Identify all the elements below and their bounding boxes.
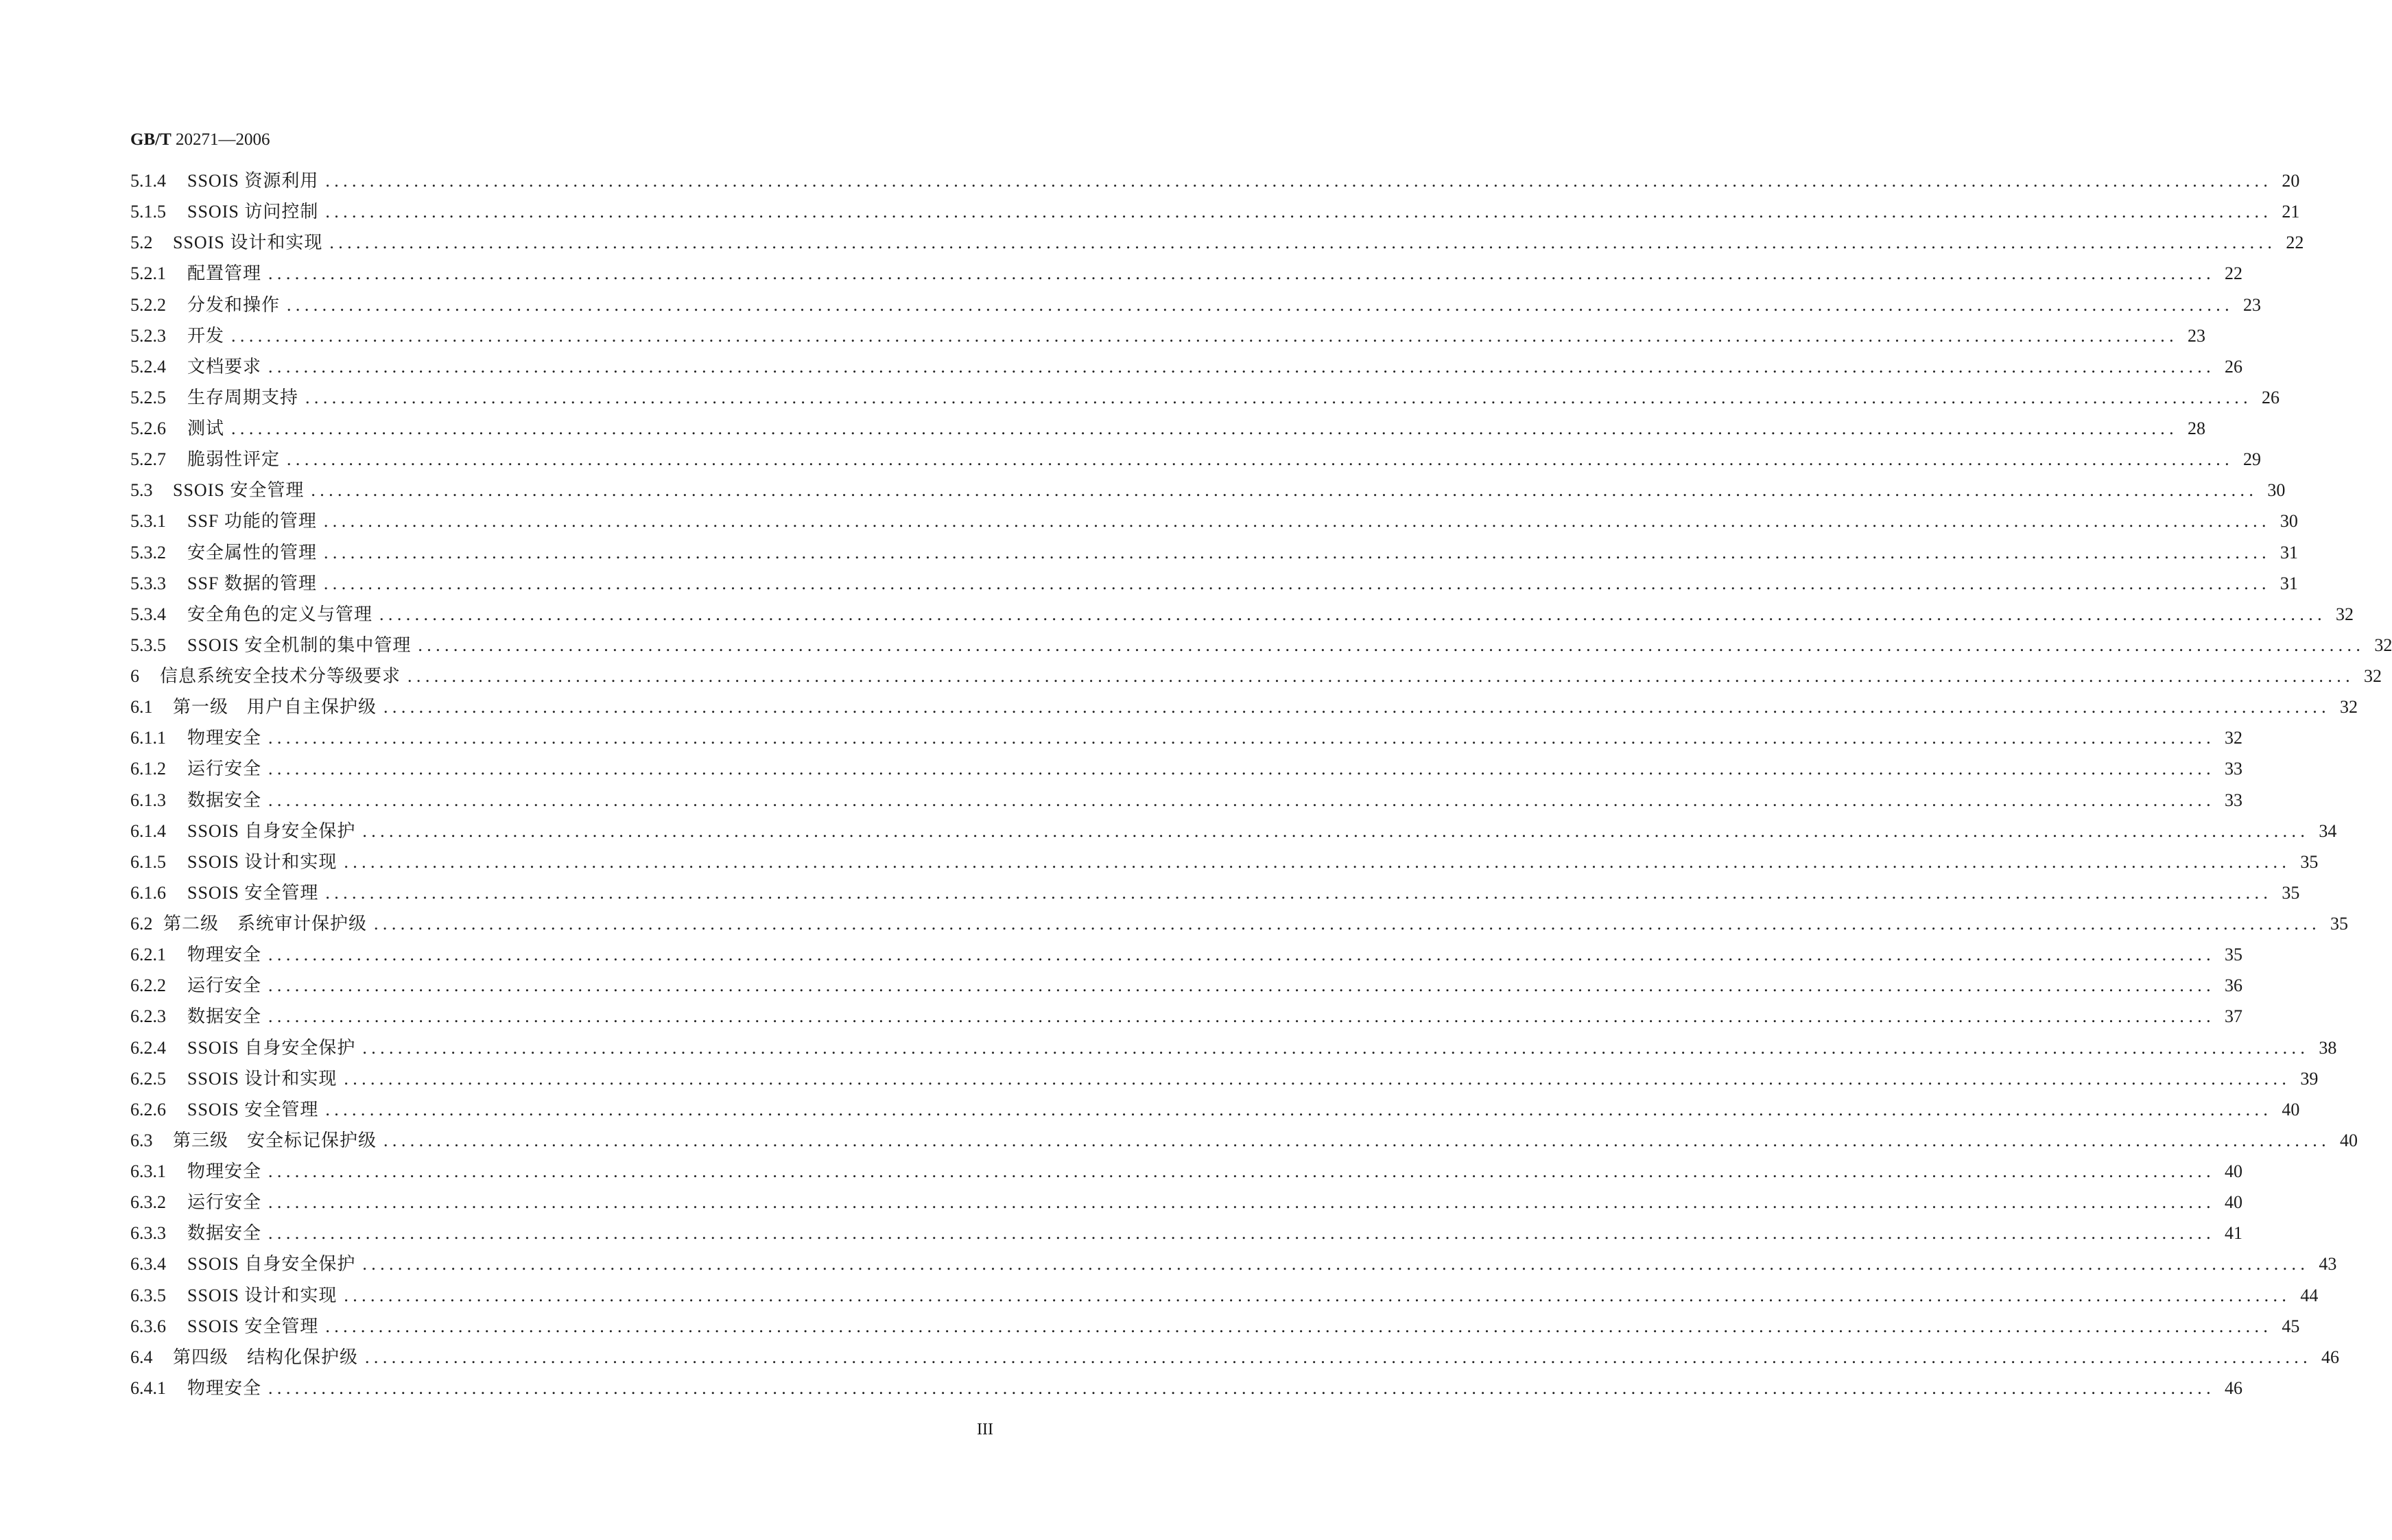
toc-dot-leader: ............................................................................................................................................................................................................................ <box>268 759 2216 779</box>
toc-entry[interactable] <box>130 1095 2300 1126</box>
toc-entry-number: 5.3.3 <box>130 573 166 593</box>
toc-entry-title: 安全属性的管理 <box>187 542 318 562</box>
toc-entry-title: SSOIS 安全管理 <box>187 1099 319 1120</box>
toc-dot-leader: ............................................................................................................................................................................................................................ <box>383 697 2331 718</box>
toc-entry-page: 40 <box>2282 1099 2300 1120</box>
toc-entry-number: 5.3.5 <box>130 635 166 655</box>
toc-entry-page: 32 <box>2340 697 2358 718</box>
toc-entry-number: 6.4 <box>130 1347 153 1367</box>
toc-dot-leader: ............................................................................................................................................................................................................................ <box>268 945 2216 965</box>
toc-entry-title: SSOIS 安全管理 <box>187 882 319 903</box>
toc-dot-leader: ............................................................................................................................................................................................................................ <box>268 790 2216 810</box>
toc-entry-title: SSOIS 安全机制的集中管理 <box>187 635 412 655</box>
toc-entry-page: 30 <box>2267 480 2286 501</box>
toc-entry-number: 5.2.7 <box>130 449 166 470</box>
toc-entry-page: 44 <box>2300 1285 2319 1305</box>
toc-entry-number: 6.3.1 <box>130 1161 166 1181</box>
toc-entry-title: 配置管理 <box>187 263 262 284</box>
toc-dot-leader: ............................................................................................................................................................................................................................ <box>344 1068 2291 1089</box>
toc-entry-number: 6.3 <box>130 1130 153 1150</box>
toc-dot-leader: ............................................................................................................................................................................................................................ <box>311 480 2258 501</box>
toc-dot-leader: ............................................................................................................................................................................................................................ <box>231 418 2179 438</box>
toc-dot-leader: ............................................................................................................................................................................................................................ <box>379 604 2327 624</box>
toc-dot-leader: ............................................................................................................................................................................................................................ <box>325 202 2273 222</box>
toc-entry-page: 22 <box>2225 263 2243 284</box>
toc-entry-title: SSOIS 安全管理 <box>173 480 305 501</box>
toc-dot-leader: ............................................................................................................................................................................................................................ <box>268 1377 2216 1398</box>
toc-entry[interactable] <box>130 879 2300 910</box>
toc-entry-page: 22 <box>2286 233 2304 253</box>
toc-entry[interactable] <box>130 755 2243 785</box>
toc-entry[interactable] <box>130 1065 2319 1095</box>
toc-dot-leader: ............................................................................................................................................................................................................................ <box>383 1130 2331 1150</box>
toc-entry-page: 26 <box>2225 356 2243 377</box>
toc-dot-leader: ............................................................................................................................................................................................................................ <box>325 171 2273 191</box>
toc-dot-leader: ............................................................................................................................................................................................................................ <box>268 1223 2216 1244</box>
toc-entry-title: 物理安全 <box>187 1377 262 1398</box>
toc-entry-title: 第三级 安全标记保护级 <box>173 1130 377 1150</box>
toc-entry[interactable] <box>130 786 2243 817</box>
toc-dot-leader: ............................................................................................................................................................................................................................ <box>268 728 2216 748</box>
toc-entry-number: 6.2.3 <box>130 1006 166 1027</box>
toc-dot-leader: ............................................................................................................................................................................................................................ <box>305 387 2253 407</box>
toc-entry-number: 6.3.5 <box>130 1285 166 1305</box>
toc-entry-title: 运行安全 <box>187 975 262 996</box>
toc-entry[interactable] <box>130 353 2243 383</box>
toc-entry-page: 32 <box>2336 604 2354 624</box>
toc-dot-leader: ............................................................................................................................................................................................................................ <box>407 666 2355 686</box>
toc-entry-number: 6.1.3 <box>130 790 166 810</box>
toc-entry-page: 33 <box>2225 790 2243 810</box>
toc-entry-page: 31 <box>2279 573 2298 593</box>
toc-entry[interactable] <box>130 1034 2337 1065</box>
toc-dot-leader: ............................................................................................................................................................................................................................ <box>324 542 2271 562</box>
toc-entry-page: 35 <box>2330 914 2349 934</box>
toc-entry-number: 5.2.3 <box>130 325 166 346</box>
toc-entry-title: 分发和操作 <box>187 294 281 315</box>
toc-entry-number: 6.3.3 <box>130 1223 166 1244</box>
toc-entry-number: 5.2.5 <box>130 387 166 407</box>
toc-entry-page: 40 <box>2225 1161 2243 1181</box>
toc-entry-page: 35 <box>2300 851 2319 872</box>
toc-entry[interactable] <box>130 167 2300 198</box>
toc-entry-title: 安全角色的定义与管理 <box>187 604 373 624</box>
toc-entry-number: 5.2.4 <box>130 356 166 377</box>
toc-dot-leader: ............................................................................................................................................................................................................................ <box>362 820 2310 841</box>
toc-entry-number: 6.2.2 <box>130 975 166 996</box>
toc-entry[interactable] <box>130 507 2298 538</box>
toc-entry-number: 6.2 <box>130 914 153 934</box>
toc-entry[interactable] <box>130 414 2206 445</box>
toc-dot-leader: ............................................................................................................................................................................................................................ <box>268 356 2216 377</box>
toc-entry[interactable] <box>130 291 2262 322</box>
toc-entry-page: 46 <box>2321 1347 2340 1367</box>
toc-dot-leader: ............................................................................................................................................................................................................................ <box>362 1037 2310 1058</box>
toc-entry-title: SSOIS 资源利用 <box>187 171 319 191</box>
toc-dot-leader: ............................................................................................................................................................................................................................ <box>268 975 2216 996</box>
toc-entry-page: 45 <box>2282 1316 2300 1336</box>
toc-dot-leader: ............................................................................................................................................................................................................................ <box>323 573 2271 593</box>
toc-entry-title: 第四级 结构化保护级 <box>173 1347 359 1367</box>
toc-entry-page: 21 <box>2282 202 2300 222</box>
toc-entry[interactable] <box>130 848 2319 879</box>
toc-dot-leader: ............................................................................................................................................................................................................................ <box>268 1006 2216 1027</box>
toc-entry-title: 数据安全 <box>187 1006 262 1027</box>
toc-entry-number: 5.1.4 <box>130 171 166 191</box>
toc-entry-number: 6.1.2 <box>130 759 166 779</box>
toc-entry-page: 34 <box>2319 820 2337 841</box>
toc-dot-leader: ............................................................................................................................................................................................................................ <box>325 1099 2273 1120</box>
toc-entry-page: 33 <box>2225 759 2243 779</box>
toc-entry-number: 6.3.6 <box>130 1316 166 1336</box>
toc-dot-leader: ............................................................................................................................................................................................................................ <box>344 1285 2291 1305</box>
toc-entry-title: 运行安全 <box>187 759 262 779</box>
toc-entry-number: 6.3.2 <box>130 1192 166 1213</box>
toc-dot-leader: ............................................................................................................................................................................................................................ <box>374 914 2321 934</box>
toc-entry-number: 6.2.5 <box>130 1068 166 1089</box>
toc-entry-title: SSOIS 自身安全保护 <box>187 1254 356 1275</box>
toc-entry-number: 6.1.6 <box>130 882 166 903</box>
toc-entry[interactable] <box>130 971 2243 1002</box>
toc-entry[interactable] <box>130 228 2304 259</box>
toc-entry-page: 31 <box>2280 542 2299 562</box>
table-of-contents <box>130 167 2392 1405</box>
toc-entry-page: 29 <box>2243 449 2262 470</box>
toc-entry[interactable] <box>130 724 2243 755</box>
toc-entry[interactable] <box>130 1219 2243 1250</box>
toc-dot-leader: ............................................................................................................................................................................................................................ <box>268 1161 2216 1181</box>
toc-entry-title: 数据安全 <box>187 790 262 810</box>
toc-entry-page: 39 <box>2300 1068 2319 1089</box>
toc-dot-leader: ............................................................................................................................................................................................................................ <box>365 1347 2312 1367</box>
document-code-header <box>130 130 270 150</box>
toc-entry-page: 26 <box>2262 387 2280 407</box>
toc-entry-title: 脆弱性评定 <box>187 449 281 470</box>
toc-entry[interactable] <box>130 383 2280 414</box>
toc-entry-title: SSF 功能的管理 <box>187 511 317 532</box>
toc-entry[interactable] <box>130 476 2286 507</box>
toc-entry[interactable] <box>130 1250 2337 1281</box>
toc-entry-number: 5.3.4 <box>130 604 166 624</box>
toc-entry-title: 信息系统安全技术分等级要求 <box>160 666 401 686</box>
toc-entry-page: 37 <box>2225 1006 2243 1027</box>
toc-entry-title: SSF 数据的管理 <box>187 573 317 593</box>
toc-dot-leader: ............................................................................................................................................................................................................................ <box>323 511 2271 532</box>
toc-entry-number: 5.3 <box>130 480 153 501</box>
toc-entry[interactable] <box>130 940 2243 971</box>
toc-entry-number: 6.3.4 <box>130 1254 166 1275</box>
toc-entry-title: 开发 <box>187 325 225 346</box>
toc-entry-title: SSOIS 访问控制 <box>187 202 319 222</box>
toc-dot-leader: ............................................................................................................................................................................................................................ <box>362 1254 2310 1275</box>
toc-entry-page: 23 <box>2188 325 2206 346</box>
toc-entry[interactable] <box>130 1281 2319 1312</box>
toc-entry-page: 20 <box>2282 171 2300 191</box>
toc-entry-title: 文档要求 <box>187 356 262 377</box>
toc-entry[interactable] <box>130 1157 2243 1188</box>
toc-entry-title: 生存周期支持 <box>187 387 299 407</box>
toc-entry-title: SSOIS 安全管理 <box>187 1316 319 1336</box>
toc-dot-leader: ............................................................................................................................................................................................................................ <box>344 851 2291 872</box>
standard-number: 20271—2006 <box>171 130 270 149</box>
toc-entry-page: 32 <box>2225 728 2243 748</box>
toc-dot-leader: ............................................................................................................................................................................................................................ <box>418 635 2365 655</box>
toc-entry-number: 5.2.6 <box>130 418 166 438</box>
toc-entry-title: 数据安全 <box>187 1223 262 1244</box>
toc-entry-number: 6.1.4 <box>130 820 166 841</box>
toc-entry-number: 6 <box>130 666 139 686</box>
toc-entry[interactable] <box>130 1002 2243 1033</box>
toc-entry-number: 6.2.4 <box>130 1037 166 1058</box>
toc-entry-number: 6.2.6 <box>130 1099 166 1120</box>
toc-dot-leader: ............................................................................................................................................................................................................................ <box>287 449 2234 470</box>
toc-entry-title: SSOIS 自身安全保护 <box>187 1037 356 1058</box>
toc-entry[interactable] <box>130 1374 2243 1405</box>
toc-dot-leader: ............................................................................................................................................................................................................................ <box>329 233 2277 253</box>
toc-entry[interactable] <box>130 693 2358 724</box>
toc-entry-number: 5.2 <box>130 233 153 253</box>
toc-dot-leader: ............................................................................................................................................................................................................................ <box>231 325 2179 346</box>
toc-entry-number: 6.1.1 <box>130 728 166 748</box>
toc-dot-leader: ............................................................................................................................................................................................................................ <box>325 1316 2273 1336</box>
toc-entry-page: 38 <box>2319 1037 2337 1058</box>
toc-entry-number: 5.3.1 <box>130 511 166 532</box>
toc-dot-leader: ............................................................................................................................................................................................................................ <box>287 294 2234 315</box>
toc-entry-title: 测试 <box>187 418 225 438</box>
toc-entry-page: 35 <box>2282 882 2300 903</box>
toc-entry[interactable] <box>130 662 2382 693</box>
toc-entry-title: SSOIS 自身安全保护 <box>187 820 356 841</box>
toc-entry-number: 5.1.5 <box>130 202 166 222</box>
toc-dot-leader: ............................................................................................................................................................................................................................ <box>325 882 2273 903</box>
toc-entry-title: SSOIS 设计和实现 <box>187 851 338 872</box>
toc-entry-page: 40 <box>2340 1130 2358 1150</box>
toc-dot-leader: ............................................................................................................................................................................................................................ <box>268 1192 2216 1213</box>
toc-entry-title: 第二级 系统审计保护级 <box>163 914 368 934</box>
toc-entry-number: 6.4.1 <box>130 1377 166 1398</box>
toc-entry-title: SSOIS 设计和实现 <box>187 1285 338 1305</box>
toc-entry-page: 23 <box>2243 294 2262 315</box>
toc-entry[interactable] <box>130 1188 2243 1219</box>
toc-entry-number: 6.1.5 <box>130 851 166 872</box>
toc-entry-page: 35 <box>2225 945 2243 965</box>
toc-entry-page: 28 <box>2188 418 2206 438</box>
toc-entry-page: 41 <box>2225 1223 2243 1244</box>
toc-entry[interactable] <box>130 259 2243 290</box>
toc-entry[interactable] <box>130 910 2349 940</box>
toc-entry-title: SSOIS 设计和实现 <box>173 233 323 253</box>
toc-entry-page: 32 <box>2374 635 2392 655</box>
toc-entry-page: 43 <box>2319 1254 2337 1275</box>
toc-entry[interactable] <box>130 1312 2300 1343</box>
toc-entry[interactable] <box>130 569 2298 600</box>
toc-entry[interactable] <box>130 445 2262 476</box>
toc-entry-page: 40 <box>2225 1192 2243 1213</box>
toc-entry[interactable] <box>130 1126 2358 1157</box>
toc-entry-page: 30 <box>2279 511 2298 532</box>
toc-entry[interactable] <box>130 817 2337 848</box>
toc-entry-title: 物理安全 <box>187 728 262 748</box>
toc-dot-leader: ............................................................................................................................................................................................................................ <box>268 263 2216 284</box>
toc-entry[interactable] <box>130 322 2206 353</box>
toc-entry-number: 5.2.1 <box>130 263 166 284</box>
standard-prefix: GB/T <box>130 130 171 149</box>
toc-entry[interactable] <box>130 1343 2340 1374</box>
toc-entry-page: 36 <box>2225 975 2243 996</box>
toc-entry-number: 5.3.2 <box>130 542 166 562</box>
toc-entry-page: 46 <box>2225 1377 2243 1398</box>
toc-entry-number: 6.1 <box>130 697 153 718</box>
toc-entry[interactable] <box>130 198 2300 228</box>
toc-entry-number: 6.2.1 <box>130 945 166 965</box>
page-number: III <box>977 1421 993 1438</box>
toc-entry-number: 5.2.2 <box>130 294 166 315</box>
toc-entry[interactable] <box>130 600 2354 631</box>
toc-entry-title: 第一级 用户自主保护级 <box>173 697 377 718</box>
toc-entry-page: 32 <box>2364 666 2382 686</box>
toc-entry-title: 物理安全 <box>187 945 262 965</box>
toc-entry-title: 运行安全 <box>187 1192 262 1213</box>
toc-entry[interactable] <box>130 538 2299 569</box>
toc-entry-title: 物理安全 <box>187 1161 262 1181</box>
toc-entry-title: SSOIS 设计和实现 <box>187 1068 338 1089</box>
toc-entry[interactable] <box>130 631 2392 662</box>
